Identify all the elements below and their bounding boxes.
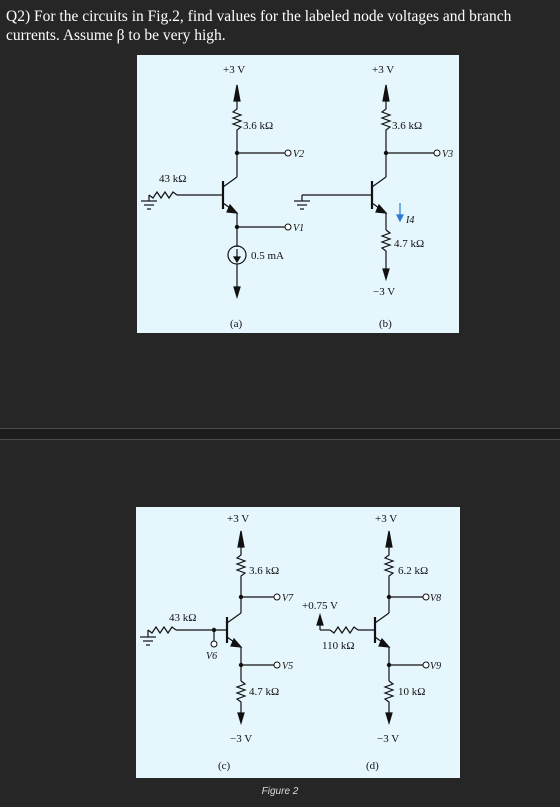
rb-d: 110 kΩ	[322, 640, 355, 652]
re-b: 4.7 kΩ	[394, 238, 425, 250]
label-c: (c)	[218, 760, 231, 772]
rc-c: 3.6 kΩ	[249, 565, 280, 577]
v9-label: V9	[430, 661, 442, 672]
vin-d: +0.75 V	[302, 600, 338, 612]
v3-label: V3	[442, 149, 454, 160]
v5-label: V5	[282, 661, 294, 672]
v8-label: V8	[430, 593, 442, 604]
supply-d-bottom: −3 V	[377, 733, 400, 745]
label-b: (b)	[379, 318, 392, 330]
v7-label: V7	[282, 593, 294, 604]
v2-label: V2	[293, 149, 305, 160]
current-source-a: 0.5 mA	[251, 250, 284, 262]
supply-a: +3 V	[223, 64, 246, 76]
figure-ab	[137, 55, 459, 333]
re-d: 10 kΩ	[398, 686, 426, 698]
supply-d-top: +3 V	[375, 513, 398, 525]
rc-a: 3.6 kΩ	[243, 120, 274, 132]
rb-c: 43 kΩ	[169, 612, 197, 624]
figure-cd	[136, 507, 460, 778]
supply-b-top: +3 V	[372, 64, 395, 76]
v6-label: V6	[206, 651, 218, 662]
supply-b-bottom: −3 V	[373, 286, 396, 298]
separator	[0, 428, 560, 440]
i4-label: I4	[406, 215, 415, 226]
re-c: 4.7 kΩ	[249, 686, 280, 698]
v1-label: V1	[293, 223, 305, 234]
rc-d: 6.2 kΩ	[398, 565, 429, 577]
supply-c-top: +3 V	[227, 513, 250, 525]
supply-c-bottom: −3 V	[230, 733, 253, 745]
label-d: (d)	[366, 760, 379, 772]
label-a: (a)	[230, 318, 243, 330]
question-text: Q2) For the circuits in Fig.2, find values for the labeled node voltages and branch currents. Assume β to be very high.	[6, 8, 512, 44]
rb-a: 43 kΩ	[159, 173, 187, 185]
figure-caption: Figure 2	[261, 786, 299, 797]
rc-b: 3.6 kΩ	[392, 120, 423, 132]
